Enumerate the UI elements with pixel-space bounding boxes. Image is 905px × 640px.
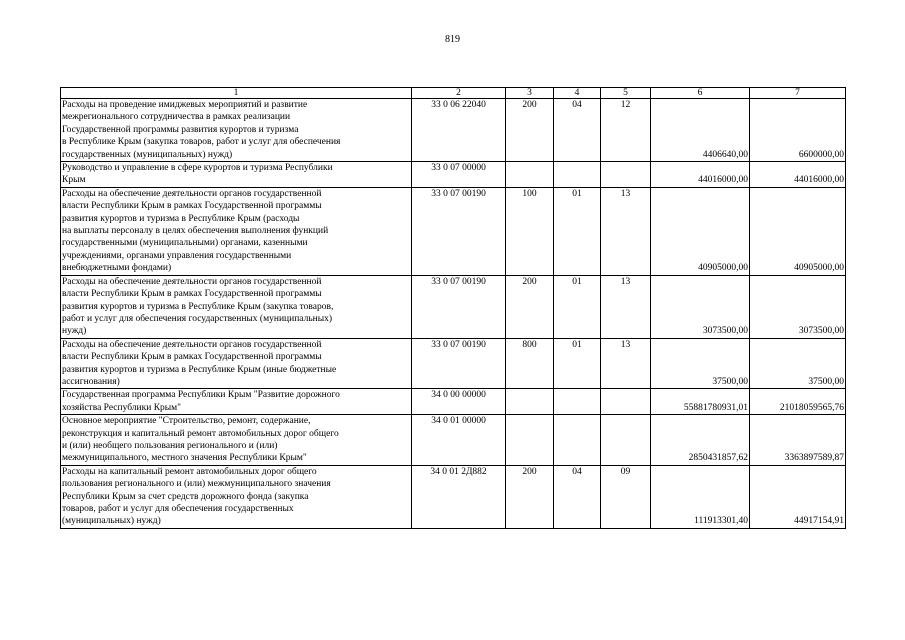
description-line: Расходы на обеспечение деятельности органов государственной [62, 188, 322, 199]
description-line: Расходы на обеспечение деятельности органов государственной [62, 339, 322, 350]
description-line: хозяйства Республики Крым" [62, 402, 182, 413]
description-line: и (или) необщего пользования регионального и (или) [62, 440, 278, 451]
description-line: развития курортов и туризма в Республике Крым (расходы [62, 213, 300, 224]
subsection-code: 09 [601, 465, 651, 528]
description-line: межмуниципального, местного значения Республики Крым" [62, 453, 307, 464]
description-line: власти Республики Крым в рамках Государственной программы [62, 352, 322, 363]
description-line: Расходы на обеспечение деятельности органов государственной [62, 276, 322, 287]
column-header: 6 [651, 88, 750, 99]
table-row [61, 162, 846, 188]
description-line: государственными (муниципальными) органами, казенными [62, 238, 308, 249]
description-line: Расходы на проведение имиджевых мероприятий и развитие [62, 100, 308, 110]
section-code: 01 [554, 275, 601, 338]
amount-year-1: 4406640,00 [651, 99, 750, 162]
row-description [61, 275, 412, 338]
section-code: 01 [554, 338, 601, 389]
description-line: Руководство и управление в сфере курортов и туризма Республики [62, 163, 333, 174]
row-description [61, 338, 412, 389]
description-line: на выплаты персоналу в целях обеспечения выполнения функций [62, 226, 329, 237]
expense-type-code [506, 162, 554, 188]
budget-table [60, 87, 846, 529]
column-header: 2 [412, 88, 506, 99]
description-line: Расходы на капитальный ремонт автомобильных дорог общего [62, 466, 317, 477]
subsection-code: 13 [601, 187, 651, 275]
row-description [61, 162, 412, 188]
description-line: в Республике Крым (закупка товаров, работ и услуг для обеспечения [62, 137, 341, 148]
row-description [61, 465, 412, 528]
table-row [61, 415, 846, 466]
subsection-code: 13 [601, 275, 651, 338]
amount-year-2: 3363897589,87 [750, 415, 846, 466]
column-header: 3 [506, 88, 554, 99]
amount-year-1: 2850431857,62 [651, 415, 750, 466]
expense-type-code: 100 [506, 187, 554, 275]
table-row [61, 389, 846, 415]
table-row [61, 275, 846, 338]
description-line: работ и услуг для обеспечения государственных (муниципальных) [62, 313, 333, 324]
target-article-code: 33 0 07 00190 [412, 338, 506, 389]
description-line: Основное мероприятие "Строительство, ремонт, содержание, [62, 416, 311, 427]
subsection-code: 13 [601, 338, 651, 389]
description-line: учреждениями, органами управления государственными [62, 250, 292, 261]
column-header: 7 [750, 88, 846, 99]
section-code: 04 [554, 99, 601, 162]
amount-year-1: 55881780931,01 [651, 389, 750, 415]
description-line: межрегионального сотрудничества в рамках реализации [62, 112, 291, 123]
target-article-code: 34 0 00 00000 [412, 389, 506, 415]
description-line: государственных (муниципальных) нужд) [62, 149, 233, 160]
amount-year-1: 44016000,00 [651, 162, 750, 188]
amount-year-2: 44016000,00 [750, 162, 846, 188]
row-description [61, 187, 412, 275]
table-row [61, 99, 846, 162]
description-line: власти Республики Крым в рамках Государственной программы [62, 201, 322, 212]
column-header: 1 [61, 88, 412, 99]
amount-year-2: 44917154,91 [750, 465, 846, 528]
description-line: ассигнования) [62, 376, 120, 387]
description-line: нужд) [62, 326, 87, 337]
amount-year-2: 37500,00 [750, 338, 846, 389]
row-description [61, 389, 412, 415]
row-description [61, 99, 412, 162]
target-article-code: 34 0 01 2Д882 [412, 465, 506, 528]
description-line: реконструкция и капитальный ремонт автомобильных дорог общего [62, 428, 339, 439]
target-article-code: 33 0 07 00190 [412, 187, 506, 275]
subsection-code [601, 415, 651, 466]
amount-year-1: 3073500,00 [651, 275, 750, 338]
amount-year-1: 111913301,40 [651, 465, 750, 528]
description-line: (муниципальных) нужд) [62, 516, 161, 527]
table-row [61, 338, 846, 389]
amount-year-1: 40905000,00 [651, 187, 750, 275]
description-line: внебюджетными фондами) [62, 263, 172, 274]
amount-year-2: 40905000,00 [750, 187, 846, 275]
target-article-code: 33 0 07 00000 [412, 162, 506, 188]
expense-type-code: 800 [506, 338, 554, 389]
description-line: развития курортов и туризма в Республике Крым (закупка товаров, [62, 301, 334, 312]
target-article-code: 33 0 07 00190 [412, 275, 506, 338]
column-header: 4 [554, 88, 601, 99]
target-article-code: 34 0 01 00000 [412, 415, 506, 466]
description-line: Государственной программы развития курортов и туризма [62, 124, 299, 135]
table-row [61, 187, 846, 275]
description-line: Республики Крым за счет средств дорожного фонда (закупка [62, 491, 309, 502]
table-row [61, 465, 846, 528]
subsection-code: 12 [601, 99, 651, 162]
target-article-code: 33 0 06 22040 [412, 99, 506, 162]
column-header: 5 [601, 88, 651, 99]
section-code: 01 [554, 187, 601, 275]
section-code [554, 389, 601, 415]
expense-type-code: 200 [506, 99, 554, 162]
page-number: 819 [445, 34, 460, 45]
expense-type-code: 200 [506, 275, 554, 338]
subsection-code [601, 162, 651, 188]
description-line: Крым [62, 175, 86, 186]
amount-year-2: 21018059565,76 [750, 389, 846, 415]
description-line: развития курортов и туризма в Республике Крым (иные бюджетные [62, 364, 337, 375]
section-code: 04 [554, 465, 601, 528]
section-code [554, 162, 601, 188]
expense-type-code [506, 415, 554, 466]
table-header-row [61, 88, 846, 99]
section-code [554, 415, 601, 466]
amount-year-2: 6600000,00 [750, 99, 846, 162]
description-line: пользования регионального и (или) межмуниципального значения [62, 479, 331, 490]
amount-year-2: 3073500,00 [750, 275, 846, 338]
description-line: власти Республики Крым в рамках Государственной программы [62, 289, 322, 300]
row-description [61, 415, 412, 466]
expense-type-code: 200 [506, 465, 554, 528]
description-line: Государственная программа Республики Крым "Развитие дорожного [62, 390, 340, 401]
expense-type-code [506, 389, 554, 415]
description-line: товаров, работ и услуг для обеспечения государственных [62, 504, 294, 514]
amount-year-1: 37500,00 [651, 338, 750, 389]
subsection-code [601, 389, 651, 415]
